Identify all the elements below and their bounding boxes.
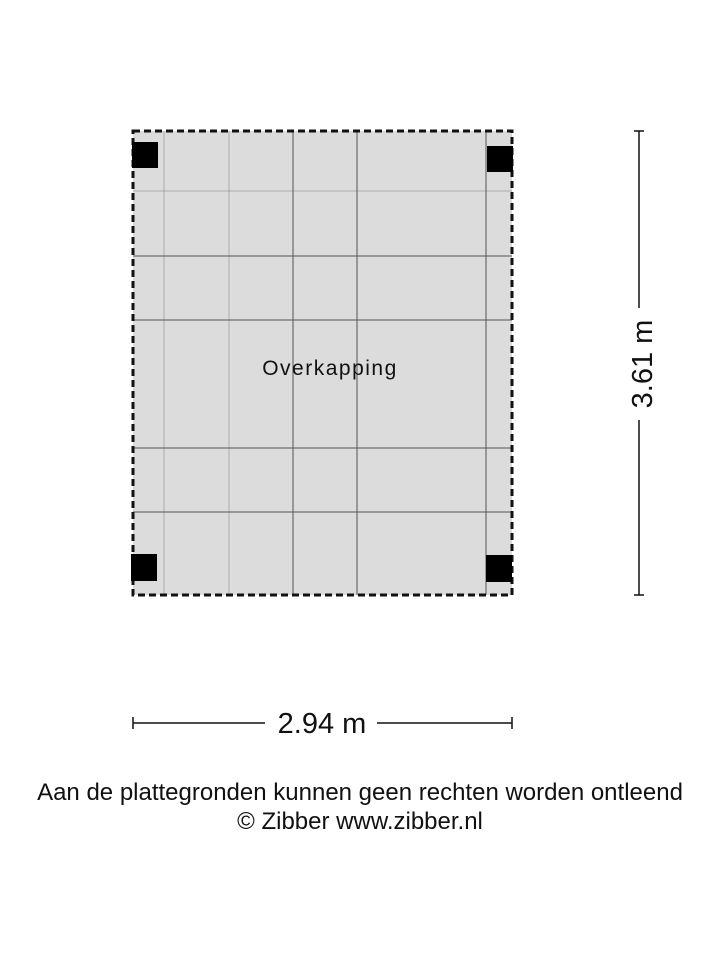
disclaimer-text: Aan de plattegronden kunnen geen rechten worden ontleend xyxy=(37,779,683,806)
post-bottom-right xyxy=(486,555,512,582)
post-bottom-left xyxy=(131,554,157,581)
room-label: Overkapping xyxy=(262,357,398,380)
height-label: 3.61 m xyxy=(627,319,659,409)
width-label: 2.94 m xyxy=(277,708,367,740)
post-top-right xyxy=(487,146,513,172)
post-top-left xyxy=(132,142,158,168)
copyright-text: © Zibber www.zibber.nl xyxy=(237,808,483,835)
